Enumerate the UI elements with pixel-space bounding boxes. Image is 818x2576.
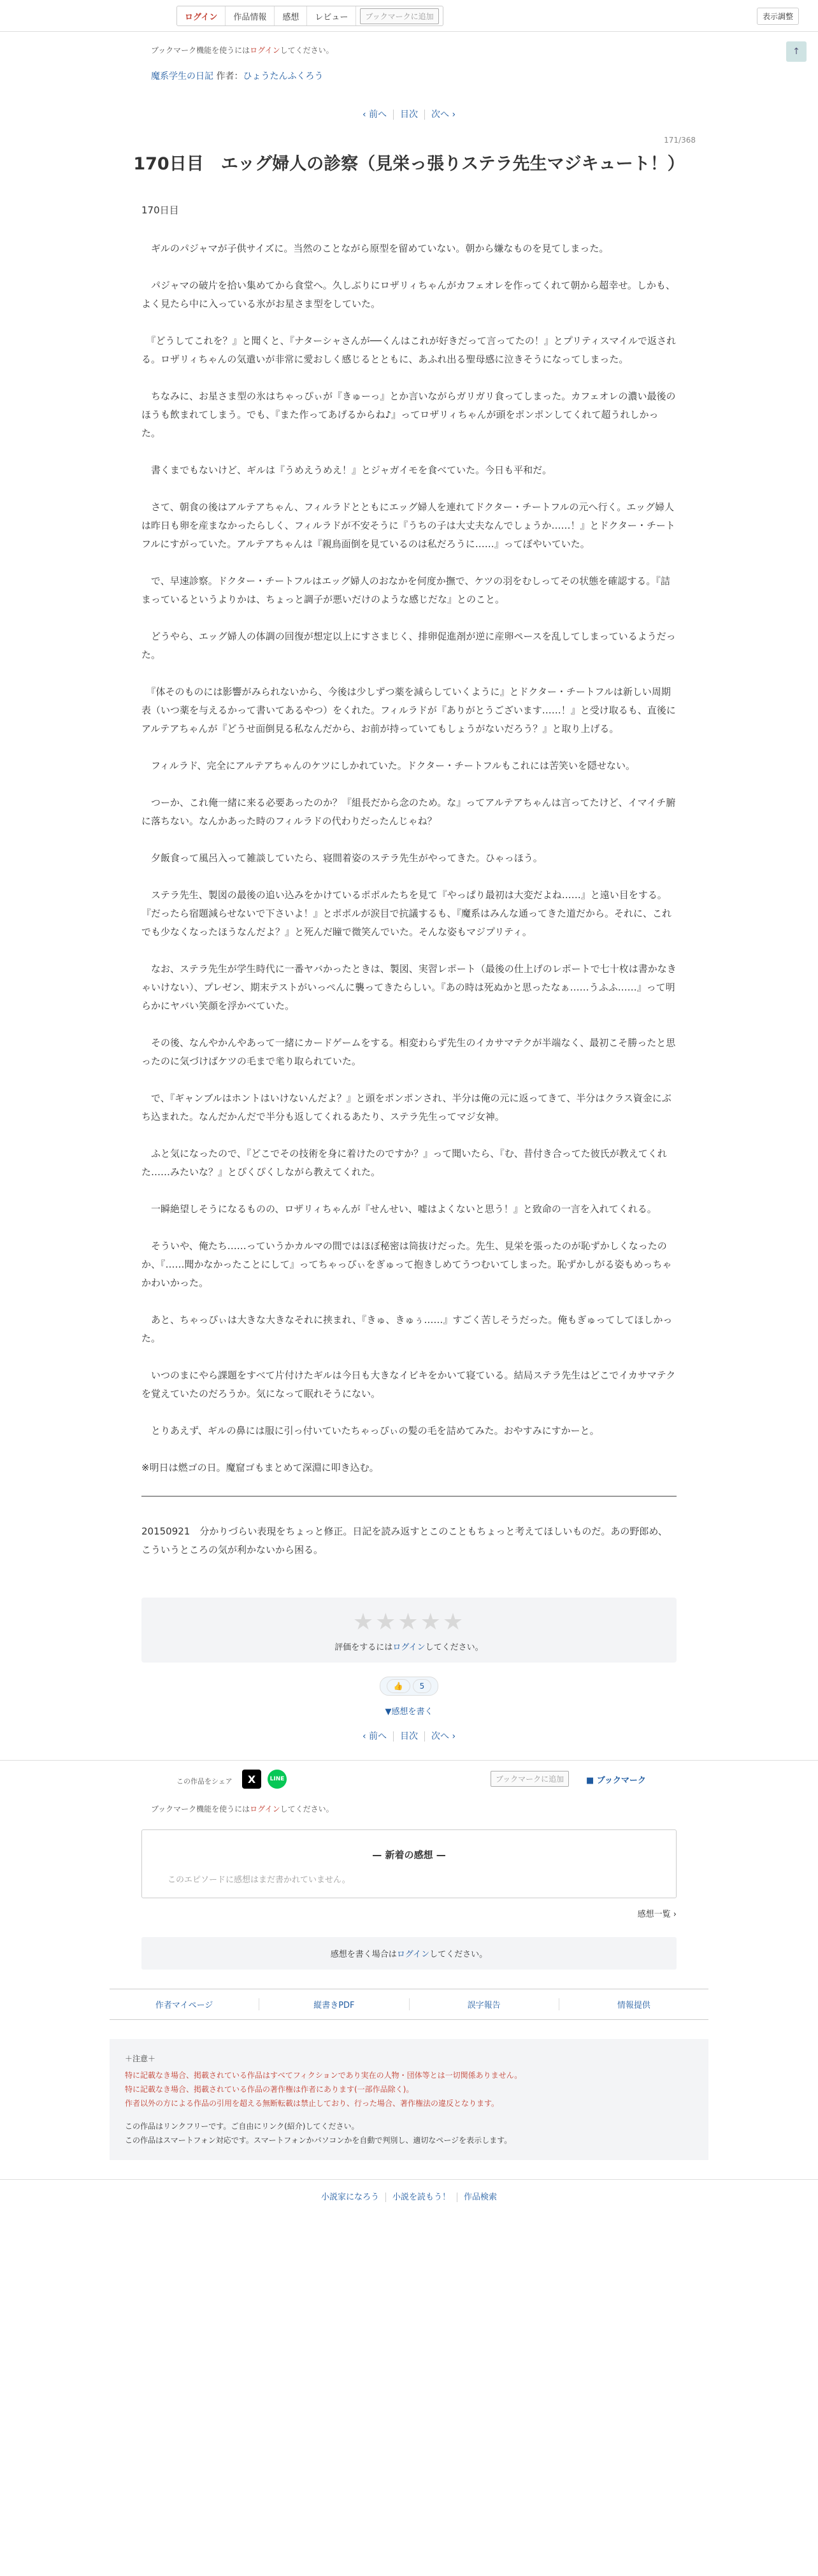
- rating-login-link[interactable]: ログイン: [392, 1643, 426, 1652]
- login-link[interactable]: ログイン: [177, 6, 226, 25]
- body-paragraph: フィルラド、完全にアルテアちゃんのケツにしかれていた。ドクター・チートフルもこれには苦笑いを隠せない。: [141, 760, 636, 771]
- caution-line: 特に記載なき場合、掲載されている作品の著作権は作者にあります(一部作品除く)。: [125, 2085, 414, 2094]
- scroll-top-icon[interactable]: ↑: [786, 41, 807, 62]
- page-number: 171/368: [664, 136, 696, 145]
- impressions-list-link[interactable]: 感想一覧 ›: [637, 1910, 677, 1919]
- body-paragraph: ギルのパジャマが子供サイズに。当然のことながら原型を留めていない。朝から嫌なものを見てしまった。: [141, 243, 609, 254]
- prev-link[interactable]: ‹ 前へ: [362, 110, 387, 120]
- like-section: [180, 1677, 638, 1696]
- footer-link-syosetu[interactable]: 小説家になろう: [315, 2193, 386, 2202]
- body-paragraph: 一瞬絶望しそうになるものの、ロザリィちゃんが『せんせい、嘘はよくないと思う！』と致命の一言を入れてくれる。: [141, 1203, 657, 1215]
- body-paragraph: パジャマの破片を拾い集めてから食堂へ。久しぶりにロザリィちゃんがカフェオレを作ってくれて朝から超幸せ。しかも、よく見たら中に入っている氷がお星さま型をしていた。: [141, 280, 675, 310]
- body-paragraph: その後、なんやかんやあって一緒にカードゲームをする。相変わらず先生のイカサマテクが半端なく、最初こそ勝ったと思ったのに気づけばケツの毛まで毟り取られていた。: [141, 1037, 676, 1067]
- chapter-body: [141, 240, 677, 1477]
- series-info: [151, 69, 638, 82]
- caution-line: 特に記載なき場合、掲載されている作品はすべてフィクションであり実在の人物・団体等とは一切関係ありません。: [125, 2071, 522, 2080]
- pager-top: [180, 108, 638, 120]
- bookmark-notice: [151, 45, 638, 55]
- work-info-link[interactable]: 作品情報: [226, 6, 275, 25]
- rating-box: [141, 1598, 677, 1663]
- body-paragraph: とりあえず、ギルの鼻には服に引っ付いていたちゃっぴぃの髪の毛を詰めてみた。おやすみにすかーと。: [141, 1425, 599, 1436]
- star-rating-icon[interactable]: ★★★★★: [352, 1609, 466, 1635]
- body-paragraph: ※明日は燃ゴの日。魔窟ゴもまとめて深淵に叩き込む。: [141, 1462, 379, 1473]
- write-text: 感想を書く場合は: [330, 1950, 397, 1959]
- pager-bottom: [180, 1729, 638, 1742]
- divider: [141, 1496, 677, 1497]
- share-bar: [0, 1760, 818, 1798]
- notice-text: ブックマーク機能を使うには: [151, 46, 250, 55]
- thumbs-up-icon: 👍: [387, 1679, 410, 1693]
- work-links: [110, 1989, 708, 2020]
- share-label: この作品をシェア: [176, 1777, 233, 1785]
- notice-login-link-bottom[interactable]: ログイン: [250, 1805, 280, 1814]
- notice-text-end-bottom: してください。: [280, 1805, 334, 1814]
- bookmark-notice-bottom: [151, 1803, 638, 1814]
- toc-link[interactable]: 目次: [400, 110, 418, 120]
- top-nav: [176, 6, 443, 26]
- notice-login-link[interactable]: ログイン: [250, 46, 280, 55]
- body-paragraph: そういや、俺たち……っていうかカルマの間ではほぼ秘密は筒抜けだった。先生、見栄を張ったのが恥ずかしくなったのか、『……聞かなかったことにして』ってちゃっぴぃをぎゅって抱きしめてうつむいてしまった。恥ずかしがる姿もめっちゃかわいかった。: [141, 1240, 672, 1289]
- body-paragraph: 書くまでもないけど、ギルは『うめえうめえ！』とジャガイモを食べていた。今日も平和だ。: [141, 464, 552, 476]
- body-paragraph: 『体そのものには影響がみられないから、今後は少しずつ薬を減らしていくように』とドクター・チートフルは新しい周期表（いつ薬を与えるかって書いてあるやつ）をくれた。フィルラドが『ありがとうございます……！』と受け取るも、直後にアルテアちゃんが『どうせ面倒見る私なんだから、お前が持っていてもしょうがないだろう？』と取り上げる。: [141, 686, 676, 734]
- body-paragraph: どうやら、エッグ婦人の体調の回復が想定以上にすさまじく、排卵促進剤が逆に産卵ペースを乱してしまっているようだった。: [141, 631, 676, 661]
- line-share-icon[interactable]: LINE: [268, 1770, 287, 1789]
- typo-report-link[interactable]: 誤字報告: [410, 1998, 559, 2010]
- author-page-link[interactable]: 作者マイページ: [110, 1998, 259, 2010]
- page-title: 170日目 エッグ婦人の診察（見栄っ張りステラ先生マジキュート！）: [133, 154, 685, 174]
- caution-heading: ＋注意＋: [125, 2054, 156, 2063]
- review-link[interactable]: レビュー: [307, 6, 356, 25]
- rating-message: [141, 1640, 677, 1652]
- impressions-box: [141, 1829, 677, 1898]
- like-count: 5: [413, 1679, 432, 1693]
- next-link-bottom[interactable]: 次へ ›: [431, 1731, 456, 1742]
- main-content: [133, 45, 696, 1742]
- body-paragraph: ステラ先生、製図の最後の追い込みをかけているポポルたちを見て『やっぱり最初は大変だよね……』と遠い目をする。『だったら宿題減らせないで下さいよ！』とポポルが涙目で抗議するも、『魔系はみんな通ってきた道だから。それに、これでも少なくなったほうなんだよ？』と死んだ瞳で微笑んでいた。そんな姿もマジプリティ。: [141, 889, 672, 938]
- impressions-heading: — 新着の感想 —: [372, 1849, 446, 1861]
- caution-line: 作者以外の方による作品の引用を超える無断転載は禁止しており、行った場合、著作権法の違反となります。: [125, 2099, 499, 2108]
- info-report-link[interactable]: 情報提供: [617, 2001, 650, 2010]
- lower-content: [125, 1803, 677, 2160]
- notice-text-end: してください。: [280, 46, 334, 55]
- footer-link-yomou[interactable]: 小説を読もう！: [386, 2193, 457, 2202]
- afterword: 20150921 分かりづらい表現をちょっと修正。日記を読み返すとこのこともちょっと考えてほしいものだ。あの野郎め、こういうところの気が利かないから困る。: [141, 1526, 668, 1556]
- caution-note: この作品はリンクフリーです。ご自由にリンク(紹介)してください。: [125, 2122, 359, 2131]
- body-paragraph: 夕飯食って風呂入って雑談していたら、寝間着姿のステラ先生がやってきた。ひゃっほう。: [141, 852, 543, 864]
- bookmark-add-button-bottom[interactable]: ブックマークに追加: [491, 1771, 569, 1787]
- impressions-link[interactable]: 感想: [275, 6, 307, 25]
- toc-link-bottom[interactable]: 目次: [400, 1731, 418, 1742]
- author-link[interactable]: ひょうたんふくろう: [243, 71, 324, 82]
- caution-box: [110, 2039, 708, 2160]
- rating-text-end: してください。: [425, 1643, 484, 1652]
- like-button[interactable]: [380, 1677, 438, 1696]
- prev-link-bottom[interactable]: ‹ 前へ: [362, 1731, 387, 1742]
- chapter-subtitle: 170日目: [141, 204, 179, 216]
- next-link[interactable]: 次へ ›: [431, 110, 456, 120]
- caution-note: この作品はスマートフォン対応です。スマートフォンかパソコンかを自動で判別し、適切なページを表示します。: [125, 2136, 512, 2145]
- write-impression-link[interactable]: ▼感想を書く: [385, 1707, 433, 1717]
- bookmark-link[interactable]: ■ ブックマーク: [586, 1776, 646, 1785]
- body-paragraph: 『どうしてこれを？』と聞くと、『ナターシャさんが──くんはこれが好きだって言ってたの！』とプリティスマイルで返される。ロザリィちゃんの気遣いが非常に愛おしく感じるとともに、あふれ出る聖母感に泣きそうになってしまった。: [141, 335, 677, 365]
- body-paragraph: で、早速診察。ドクター・チートフルはエッグ婦人のおなかを何度か撫で、ケツの羽をむしってその状態を確認する。『詰まっているというよりかは、ちょっと調子が悪いだけのような感じだな』とのこと。: [141, 575, 670, 605]
- write-impression-notice: [141, 1937, 677, 1970]
- body-paragraph: で、『ギャンブルはホントはいけないんだよ？』と頭をポンポンされ、半分は俺の元に返ってきて、半分はクラス資金にぶち込まれた。なんだかんだで半分も返してくれるあたり、ステラ先生ってマジ女神。: [141, 1092, 671, 1122]
- body-paragraph: いつのまにやら課題をすべて片付けたギルは今日も大きなイビキをかいて寝ている。結局ステラ先生はどこでイカサマテクを覚えていたのだろうか。気になって眠れそうにない。: [141, 1370, 676, 1399]
- display-settings-button[interactable]: 表示調整: [757, 8, 799, 25]
- notice-text-bottom: ブックマーク機能を使うには: [151, 1805, 250, 1814]
- bookmark-add-button[interactable]: ブックマークに追加: [360, 8, 438, 24]
- no-impressions-text: このエピソードに感想はまだ書かれていません。: [168, 1875, 350, 1885]
- top-bar: [0, 0, 818, 32]
- footer: [0, 2179, 818, 2212]
- write-login-link[interactable]: ログイン: [396, 1950, 430, 1959]
- author-label: 作者：: [216, 71, 243, 82]
- vertical-pdf-link[interactable]: 縦書きPDF: [259, 1998, 409, 2010]
- body-paragraph: つーか、これ俺一緒に来る必要あったのか？『組長だから念のため。な』ってアルテアちゃんは言ってたけど、イマイチ腑に落ちない。なんかあった時のフィルラドの代わりだったんじゃね？: [141, 797, 676, 827]
- body-paragraph: なお、ステラ先生が学生時代に一番ヤバかったときは、製図、実習レポート（最後の仕上げのレポートで七十枚は書かなきゃいけない）、プレゼン、期末テストがいっぺんに襲ってきたらしい。『あの時は死ぬかと思ったなぁ……うふふ……』って明らかにヤバい笑顔を浮かべていた。: [141, 963, 677, 1012]
- body-paragraph: さて、朝食の後はアルテアちゃん、フィルラドとともにエッグ婦人を連れてドクター・チートフルの元へ行く。エッグ婦人は昨日も卵を産まなかったらしく、フィルラドが不安そうに『うちの子は大丈夫なんでしょうか……！』とドクター・チートフルにすがっていた。アルテアちゃんは『親鳥面倒を見ているのは私だろうに……』ってぼやいていた。: [141, 501, 675, 550]
- x-share-icon[interactable]: X: [242, 1770, 261, 1789]
- rating-text: 評価をするには: [334, 1643, 393, 1652]
- body-paragraph: あと、ちゃっぴぃは大きな大きなそれに挟まれ、『きゅ、きゅぅ……』すごく苦しそうだった。俺もぎゅってしてほしかった。: [141, 1314, 673, 1344]
- series-title-link[interactable]: 魔系学生の日記: [151, 71, 213, 82]
- body-paragraph: ちなみに、お星さま型の氷はちゃっぴぃが『きゅーっ』とか言いながらガリガリ食ってしまった。カフェオレの濃い最後のほうも飲まれてしまう。でも、『また作ってあげるからね♪』ってロザリィちゃんが頭をポンポンしてくれて超うれしかった。: [141, 390, 676, 439]
- write-text-end: してください。: [429, 1950, 488, 1959]
- body-paragraph: ふと気になったので、『どこでその技術を身に着けたのですか？』って聞いたら、『む、昔付き合ってた彼氏が教えてくれた……みたいな？』とぴくぴくしながら教えてくれた。: [141, 1148, 667, 1178]
- footer-link-search[interactable]: 作品検索: [464, 2193, 498, 2202]
